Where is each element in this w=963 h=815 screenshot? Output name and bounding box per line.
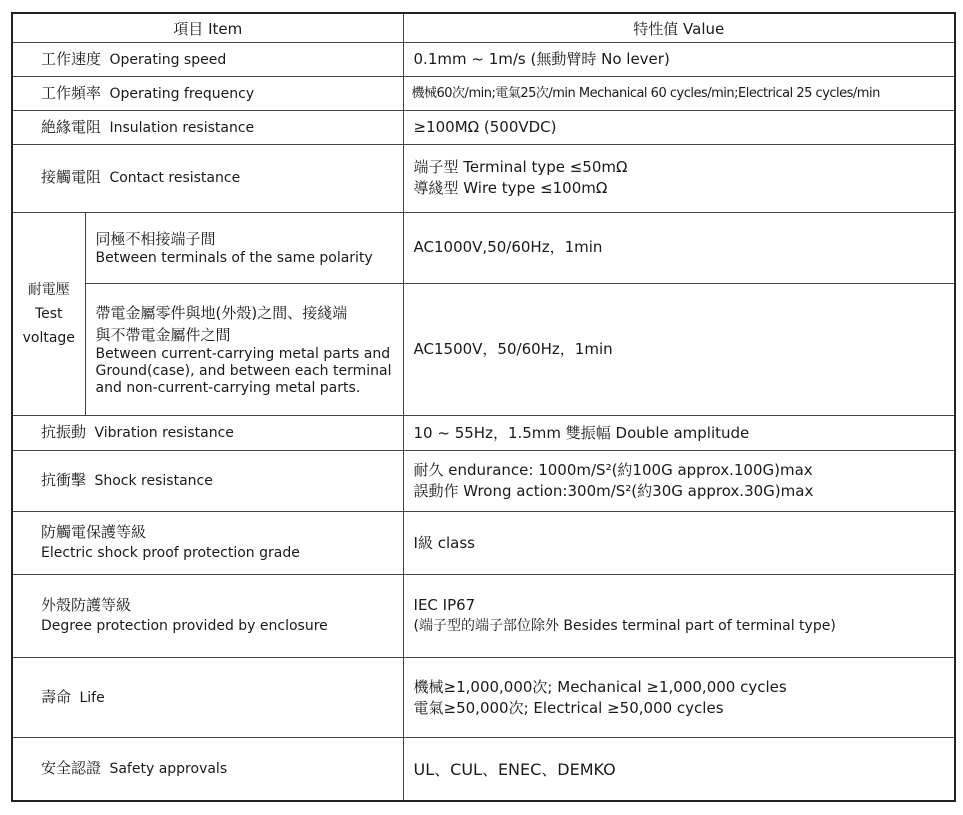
item-label-en: Shock resistance <box>94 473 213 490</box>
value-cell <box>403 144 955 212</box>
sub-label-zh: 帶電金屬零件與地(外殼)之間、接綫端 <box>95 303 348 322</box>
item-label-zh: 抗衝擊 <box>41 471 87 490</box>
item-cell <box>12 43 403 76</box>
test-voltage-label-zh: 耐電壓 <box>27 281 70 298</box>
item-cell <box>12 415 403 451</box>
item-label-zh: 絶緣電阻 <box>41 117 102 136</box>
sub-label-en: and non-current-carrying metal parts. <box>95 379 361 396</box>
value-cell <box>403 658 955 738</box>
item-label-en: Electric shock proof protection grade <box>41 545 300 562</box>
value-line: 機械≥1,000,000次; Mechanical ≥1,000,000 cycles <box>413 677 787 696</box>
value-line: 端子型 Terminal type ≤50mΩ <box>413 158 628 177</box>
value-line: IEC IP67 <box>413 596 476 615</box>
value-line: 導綫型 Wire type ≤100mΩ <box>413 179 608 198</box>
item-label-en: Insulation resistance <box>109 119 255 136</box>
item-label-en: Degree protection provided by enclosure <box>41 618 328 635</box>
table-row <box>12 738 955 801</box>
value-cell: AC1000V,50/60Hz，1min <box>403 212 955 283</box>
table-row <box>12 575 955 658</box>
value-cell: AC1500V，50/60Hz，1min <box>403 283 955 415</box>
item-label-zh: 工作頻率 <box>41 83 102 102</box>
item-cell <box>12 76 403 111</box>
test-voltage-label-en: voltage <box>22 329 75 346</box>
test-voltage-label-en: Test <box>34 305 63 322</box>
table-row <box>12 415 955 451</box>
value-line: 電氣≥50,000次; Electrical ≥50,000 cycles <box>413 698 724 717</box>
value-line: 誤動作 Wrong action:300m/S²(約30G approx.30G)max <box>413 482 814 501</box>
item-label-zh: 壽命 <box>41 687 72 706</box>
item-cell <box>12 144 403 212</box>
table-row <box>12 43 955 76</box>
item-cell <box>12 575 403 658</box>
table-row <box>12 283 955 415</box>
header-row <box>12 13 955 43</box>
item-cell <box>12 512 403 575</box>
table-row <box>12 451 955 512</box>
table-row <box>12 212 955 283</box>
item-label-en: Vibration resistance <box>94 425 234 442</box>
value-line: 耐久 endurance: 1000m/S²(約100G approx.100G)max <box>413 461 813 480</box>
item-label-en: Life <box>79 689 105 706</box>
specifications-table <box>11 12 956 802</box>
item-label-zh: 防觸電保護等級 <box>41 523 147 542</box>
table-row <box>12 76 955 111</box>
sub-label-en: Between terminals of the same polarity <box>95 250 373 267</box>
item-column-header: 項目 Item <box>12 13 403 43</box>
item-label-zh: 接觸電阻 <box>41 168 102 187</box>
item-label-en: Operating frequency <box>109 85 255 102</box>
item-label-zh: 抗振動 <box>41 423 87 442</box>
test-voltage-label-cell <box>12 212 85 415</box>
item-cell <box>12 451 403 512</box>
item-cell <box>12 738 403 801</box>
item-cell <box>12 111 403 144</box>
test-voltage-sub-cell <box>85 283 403 415</box>
table-row <box>12 658 955 738</box>
value-cell: ≥100MΩ (500VDC) <box>403 111 955 144</box>
sub-label-zh: 同極不相接端子間 <box>95 230 216 249</box>
sub-label-en: Between current-carrying metal parts and <box>95 345 391 362</box>
item-cell <box>12 658 403 738</box>
test-voltage-sub-cell <box>85 212 403 283</box>
value-cell <box>403 575 955 658</box>
value-column-header: 特性值 Value <box>403 13 955 43</box>
table-row <box>12 111 955 144</box>
table-row <box>12 512 955 575</box>
item-label-en: Safety approvals <box>109 761 228 778</box>
item-label-en: Operating speed <box>109 51 227 68</box>
value-cell: 機械60次/min;電氣25次/min Mechanical 60 cycles/min;Electrical 25 cycles/min <box>403 76 955 111</box>
sub-label-en: Ground(case), and between each terminal <box>95 362 392 379</box>
sub-label-zh: 與不帶電金屬件之間 <box>95 325 231 344</box>
value-cell <box>403 451 955 512</box>
value-cell: 10 ~ 55Hz，1.5mm 雙振幅 Double amplitude <box>403 415 955 451</box>
table-row <box>12 144 955 212</box>
value-cell: UL、CUL、ENEC、DEMKO <box>403 738 955 801</box>
value-cell: 0.1mm ~ 1m/s (無動臂時 No lever) <box>403 43 955 76</box>
value-line: (端子型的端子部位除外 Besides terminal part of terminal type) <box>413 618 836 635</box>
value-cell: Ⅰ級 class <box>403 512 955 575</box>
item-label-en: Contact resistance <box>109 170 241 187</box>
item-label-zh: 安全認證 <box>41 759 102 778</box>
item-label-zh: 工作速度 <box>41 49 102 68</box>
item-label-zh: 外殼防護等級 <box>41 596 132 615</box>
